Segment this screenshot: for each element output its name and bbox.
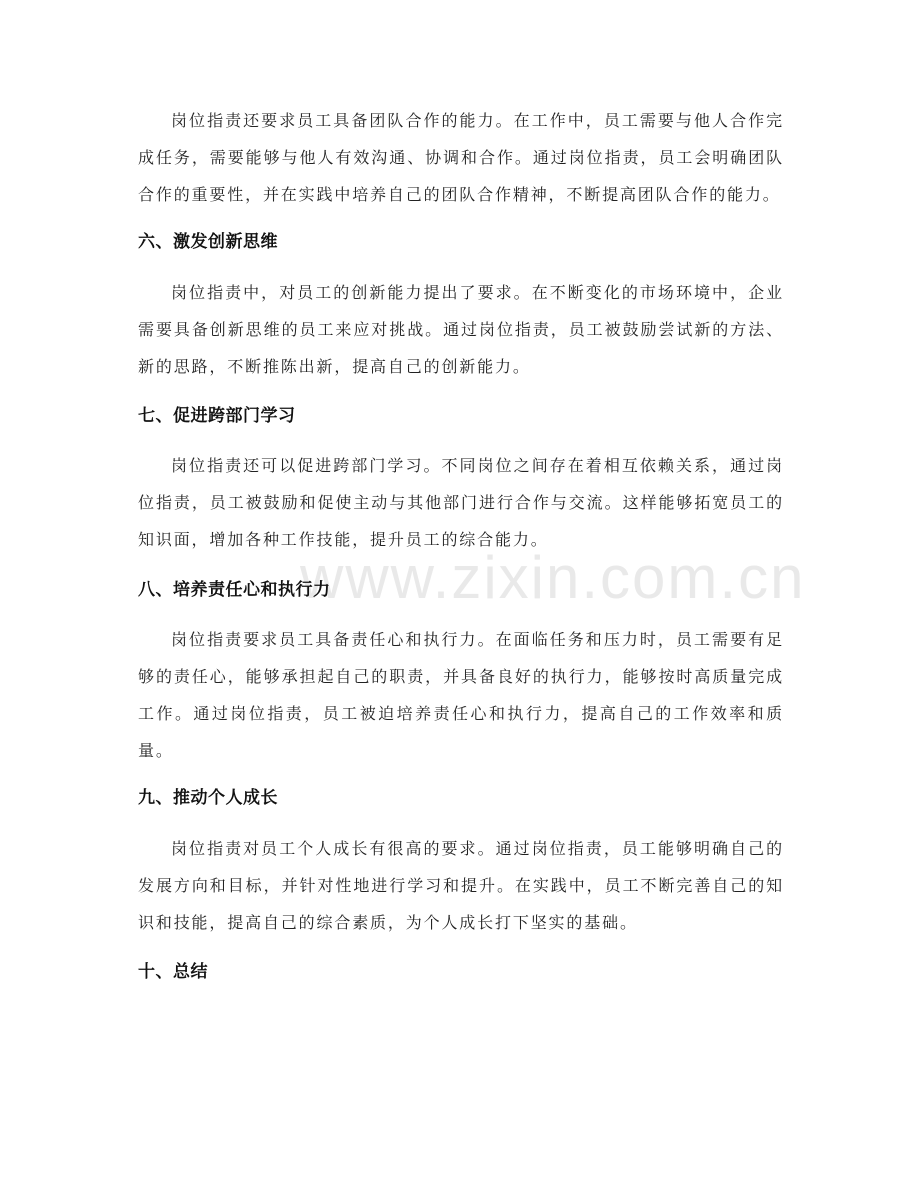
watermark: www.zixin.com.cn — [300, 544, 806, 611]
heading-section-10: 十、总结 — [138, 962, 208, 982]
heading-section-7: 七、促进跨部门学习 — [138, 406, 296, 426]
paragraph-section-8: 岗位指责要求员工具备责任心和执行力。在面临任务和压力时，员工需要有足够的责任心，能够承担起自己的职责，并具备良好的执行力，能够按时高质量完成工作。通过岗位指责，员工被迫培养责任心和执行力，提高自己的工作效率和质量。 — [138, 630, 784, 760]
heading-section-8: 八、培养责任心和执行力 — [138, 580, 331, 600]
paragraph-section-9: 岗位指责对员工个人成长有很高的要求。通过岗位指责，员工能够明确自己的发展方向和目标，并针对性地进行学习和提升。在实践中，员工不断完善自己的知识和技能，提高自己的综合素质，为个人成长打下坚实的基础。 — [138, 839, 784, 932]
heading-section-6: 六、激发创新思维 — [138, 232, 278, 252]
paragraph-team-cooperation: 岗位指责还要求员工具备团队合作的能力。在工作中，员工需要与他人合作完成任务，需要能够与他人有效沟通、协调和合作。通过岗位指责，员工会明确团队合作的重要性，并在实践中培养自己的团队合作精神，不断提高团队合作的能力。 — [138, 111, 784, 204]
paragraph-section-7: 岗位指责还可以促进跨部门学习。不同岗位之间存在着相互依赖关系，通过岗位指责，员工被鼓励和促使主动与其他部门进行合作与交流。这样能够拓宽员工的知识面，增加各种工作技能，提升员工的综合能力。 — [138, 456, 784, 549]
heading-section-9: 九、推动个人成长 — [138, 788, 278, 808]
paragraph-section-6: 岗位指责中，对员工的创新能力提出了要求。在不断变化的市场环境中，企业需要具备创新思维的员工来应对挑战。通过岗位指责，员工被鼓励尝试新的方法、新的思路，不断推陈出新，提高自己的创新能力。 — [138, 283, 784, 376]
